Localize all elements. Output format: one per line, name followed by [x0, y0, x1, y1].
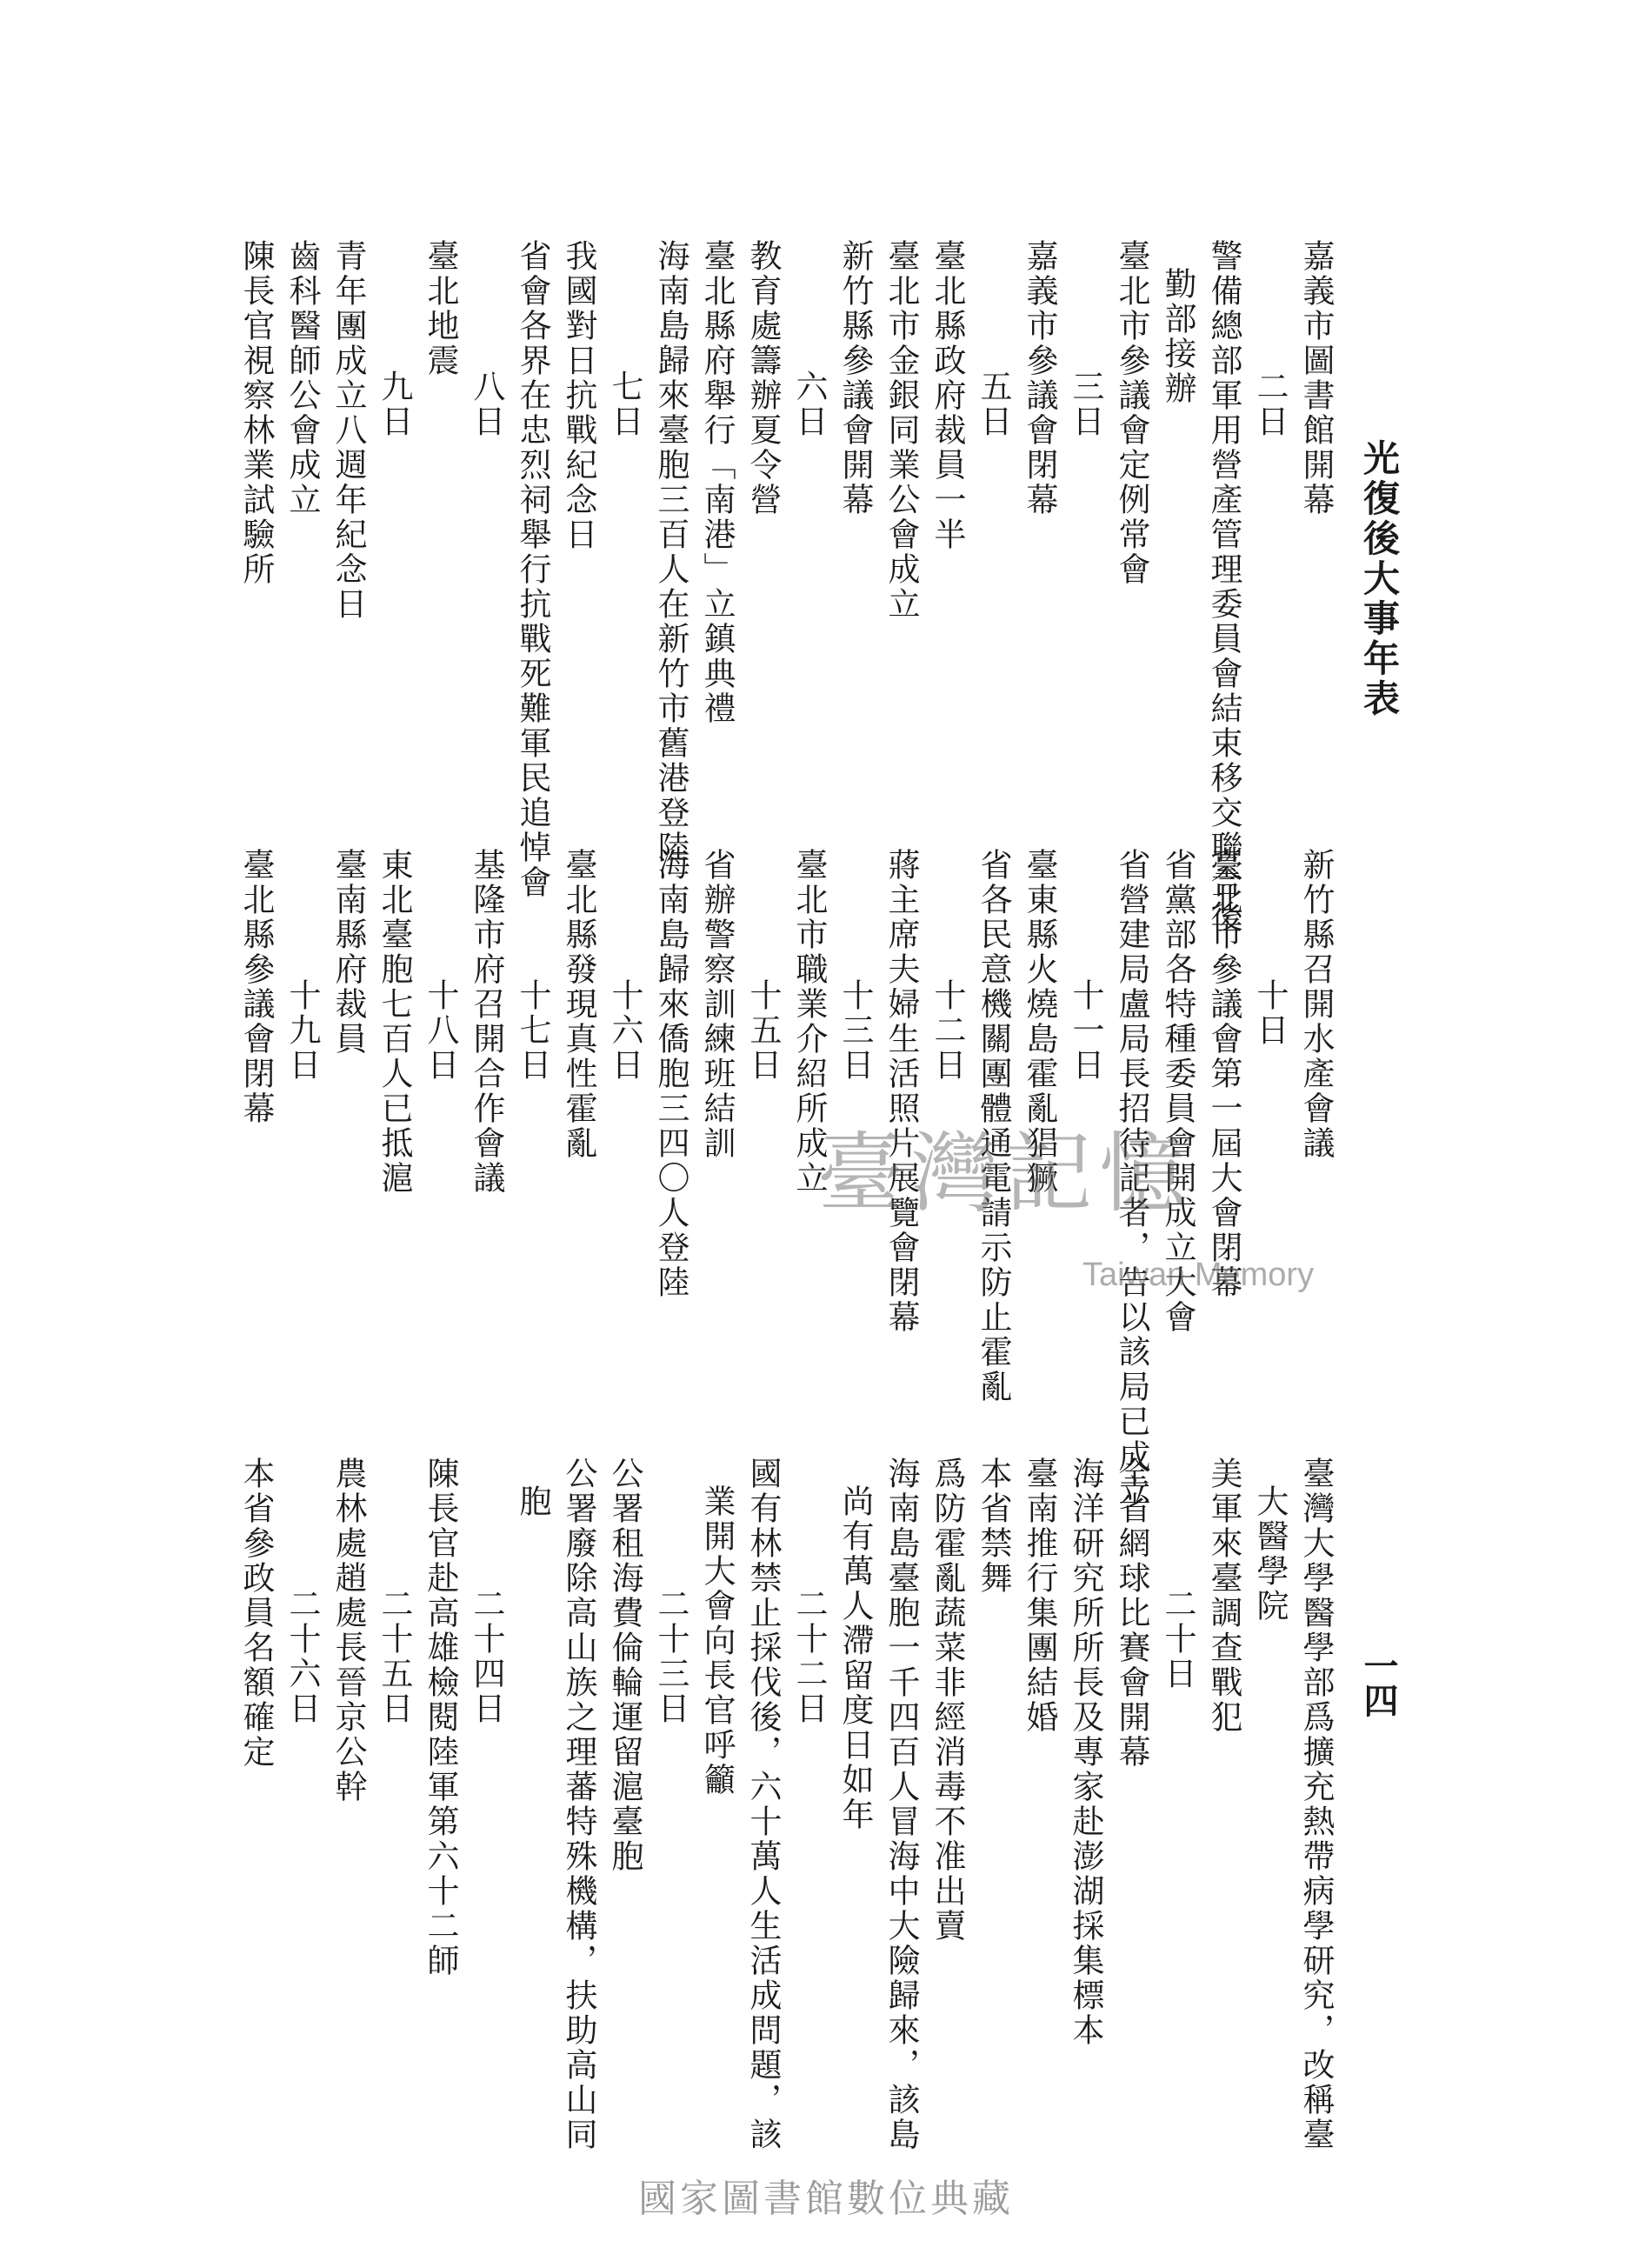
- watermark-logo-text: 臺灣記憶: [817, 1123, 1193, 1224]
- event-entry: 省會各界在忠烈祠舉行抗戰死難軍民追悼會: [514, 239, 551, 900]
- event-entry: 蔣主席夫婦生活照片展覽會閉幕: [883, 848, 920, 1335]
- event-entry: 省辦警察訓練班結訓: [698, 848, 736, 1161]
- event-entry: 全省網球比賽會開幕: [1113, 1457, 1150, 1770]
- entry-continuation: 胞: [514, 1484, 551, 1519]
- event-entry: 省營建局盧局長招待記者，告以該局已成立: [1113, 848, 1150, 1509]
- event-entry: 臺北市參議會定例常會: [1113, 239, 1150, 587]
- event-entry: 美軍來臺調查戰犯: [1205, 1457, 1242, 1735]
- date-heading: 八日: [468, 370, 505, 439]
- date-heading: 二日: [1251, 370, 1289, 439]
- entry-continuation: 勤部接辦: [1159, 267, 1196, 406]
- event-entry: 公署廢除高山族之理蕃特殊機構，扶助高山同: [560, 1457, 597, 2152]
- footer-caption: 國家圖書館數位典藏: [638, 2177, 1014, 2221]
- event-entry: 臺北縣參議會閉幕: [237, 848, 275, 1126]
- watermark-english: Taiwan Memory: [1082, 1257, 1315, 1293]
- date-heading: 十六日: [606, 978, 643, 1083]
- event-entry: 我國對日抗戰紀念日: [560, 239, 597, 552]
- event-entry: 臺北縣發現真性霍亂: [560, 848, 597, 1161]
- event-entry: 爲防霍亂蔬菜非經消毒不准出賣: [929, 1457, 966, 1944]
- event-entry: 嘉義市圖書館開幕: [1297, 239, 1335, 517]
- event-entry: 臺南縣府裁員: [330, 848, 367, 1057]
- date-heading: 十七日: [514, 978, 551, 1083]
- date-heading: 二十日: [1159, 1587, 1196, 1691]
- date-heading: 十二日: [929, 978, 966, 1083]
- event-entry: 國有林禁止採伐後，六十萬人生活成問題，該: [744, 1457, 782, 2152]
- event-entry: 基隆市府召開合作會議: [468, 848, 505, 1196]
- event-entry: 省黨部各特種委員會開成立大會: [1159, 848, 1196, 1335]
- date-heading: 十日: [1251, 978, 1289, 1048]
- running-title: 光復後大事年表: [1358, 439, 1401, 719]
- event-entry: 海南島歸來臺胞三百人在新竹市舊港登陸: [652, 239, 689, 865]
- date-heading: 二十四日: [468, 1587, 505, 1726]
- event-entry: 本省禁舞: [975, 1457, 1012, 1596]
- event-entry: 海南島歸來僑胞三四〇人登陸: [652, 848, 689, 1300]
- event-entry: 陳長官赴高雄檢閱陸軍第六十二師: [422, 1457, 459, 1978]
- entry-continuation: 大醫學院: [1251, 1484, 1289, 1624]
- entry-continuation: 尚有萬人滯留度日如年: [836, 1484, 874, 1832]
- timeline-block-3: [233, 1457, 1339, 2152]
- event-entry: 臺北市參議會第一屆大會閉幕: [1205, 848, 1242, 1300]
- event-entry: 臺北縣政府裁員一半: [929, 239, 966, 552]
- event-entry: 新竹縣參議會開幕: [836, 239, 874, 517]
- date-heading: 三日: [1067, 370, 1104, 439]
- date-heading: 二十二日: [790, 1587, 828, 1726]
- event-entry: 臺北地震: [422, 239, 459, 378]
- event-entry: 海洋研究所所長及專家赴澎湖採集標本: [1067, 1457, 1104, 2048]
- date-heading: 十八日: [422, 978, 459, 1083]
- date-heading: 二十三日: [652, 1587, 689, 1726]
- event-entry: 齒科醫師公會成立: [283, 239, 321, 517]
- page-number: 一四: [1358, 1648, 1399, 1717]
- event-entry: 本省參政員名額確定: [237, 1457, 275, 1770]
- event-entry: 臺灣大學醫學部爲擴充熱帶病學研究，改稱臺: [1297, 1457, 1335, 2152]
- date-heading: 十九日: [283, 978, 321, 1083]
- date-heading: 十三日: [836, 978, 874, 1083]
- entry-continuation: 業開大會向長官呼籲: [698, 1484, 736, 1797]
- event-entry: 公署租海費倫輪運留滬臺胞: [606, 1457, 643, 1874]
- event-entry: 教育處籌辦夏令營: [744, 239, 782, 517]
- event-entry: 青年團成立八週年紀念日: [330, 239, 367, 622]
- date-heading: 九日: [376, 370, 413, 439]
- event-entry: 臺北市職業介紹所成立: [790, 848, 828, 1196]
- date-heading: 六日: [790, 370, 828, 439]
- date-heading: 十一日: [1067, 978, 1104, 1083]
- event-entry: 臺南推行集團結婚: [1021, 1457, 1058, 1735]
- event-entry: 東北臺胞七百人已抵滬: [376, 848, 413, 1196]
- date-heading: 二十五日: [376, 1587, 413, 1726]
- date-heading: 七日: [606, 370, 643, 439]
- event-entry: 陳長官視察林業試驗所: [237, 239, 275, 587]
- event-entry: 新竹縣召開水產會議: [1297, 848, 1335, 1161]
- event-entry: 臺東縣火燒島霍亂猖獗: [1021, 848, 1058, 1196]
- event-entry: 農林處趙處長晉京公幹: [330, 1457, 367, 1804]
- timeline-block-1: [233, 239, 1339, 935]
- event-entry: 臺北縣府舉行「南港」立鎮典禮: [698, 239, 736, 726]
- event-entry: 臺北市金銀同業公會成立: [883, 239, 920, 622]
- date-heading: 十五日: [744, 978, 782, 1083]
- date-heading: 二十六日: [283, 1587, 321, 1726]
- event-entry: 省各民意機關團體通電請示防止霍亂: [975, 848, 1012, 1404]
- event-entry: 海南島臺胞一千四百人冒海中大險歸來，該島: [883, 1457, 920, 2152]
- event-entry: 警備總部軍用營產管理委員會結束移交聯合後: [1205, 239, 1242, 935]
- date-heading: 五日: [975, 370, 1012, 439]
- event-entry: 嘉義市參議會閉幕: [1021, 239, 1058, 517]
